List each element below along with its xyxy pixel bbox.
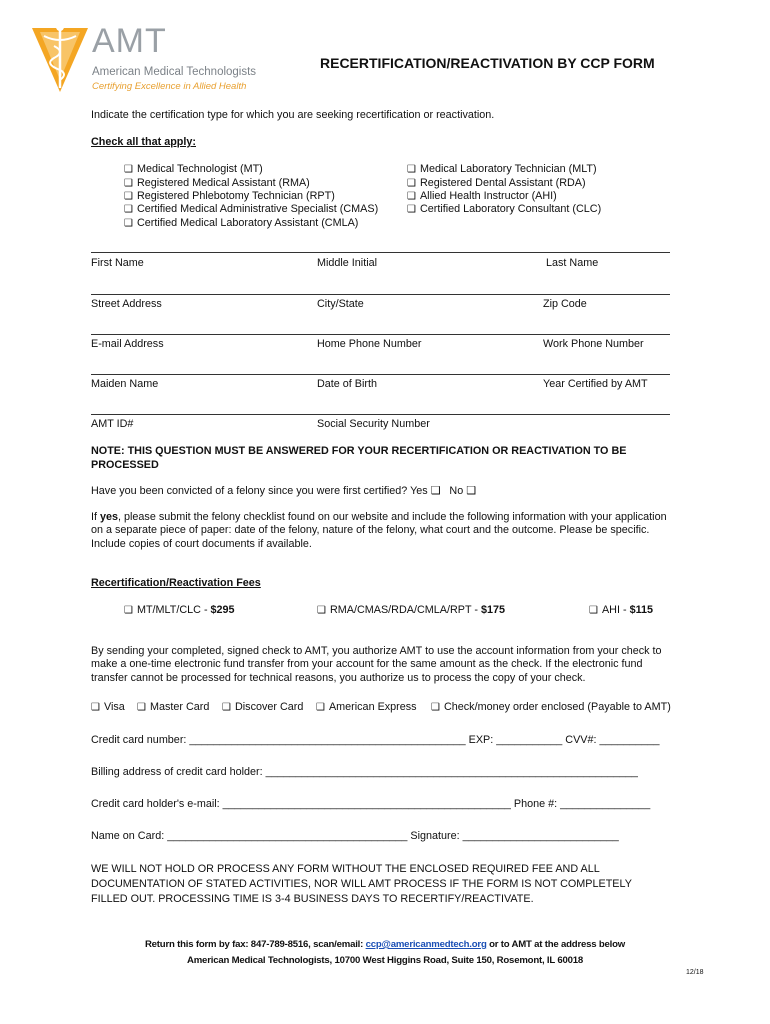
checkbox-icon[interactable]: ❑: [430, 485, 441, 497]
checkbox-icon[interactable]: ❑: [466, 485, 476, 497]
id-field-line[interactable]: [91, 414, 670, 415]
authorization-line-3: transfer cannot be processed for technical reasons, you authorize us to process the copy of your check.: [91, 672, 586, 684]
payment-mastercard[interactable]: ❑ Master Card: [137, 701, 209, 713]
caduceus-logo-icon: [30, 22, 90, 94]
fee-amount: $175: [480, 604, 505, 616]
cert-checkbox-ahi[interactable]: ❑ Allied Health Instructor (AHI): [407, 190, 557, 202]
payment-check[interactable]: ❑ Check/money order enclosed (Payable to AMT): [431, 701, 671, 713]
label-first-name: First Name: [91, 257, 144, 269]
instruction-text: Indicate the certification type for which you are seeking recertification or reactivation.: [91, 109, 495, 121]
label-work-phone: Work Phone Number: [543, 338, 644, 350]
fee-label: MT/MLT/CLC -: [136, 604, 211, 616]
warning-line-2: DOCUMENTATION OF STATED ACTIVITIES, NOR WILL AMT PROCESS IF THE FORM IS NOT COMPLETELY: [91, 878, 632, 890]
label-ssn: Social Security Number: [317, 418, 430, 430]
fee-option-rma-group[interactable]: [317, 604, 505, 616]
footer-address: American Medical Technologists, 10700 West Higgins Road, Suite 150, Rosemont, IL 60018: [187, 955, 583, 966]
felony-if-text: If: [91, 511, 97, 523]
felony-yes-bold: yes: [100, 511, 119, 523]
cert-checkbox-rda[interactable]: ❑ Registered Dental Assistant (RDA): [407, 177, 586, 189]
personal-field-line[interactable]: [91, 374, 670, 375]
cert-checkbox-rpt[interactable]: ❑ Registered Phlebotomy Technician (RPT): [124, 190, 335, 202]
felony-yes-label: Yes: [410, 485, 428, 497]
footer-return-text: Return this form by fax: 847-789-8516, scan/email:: [144, 939, 366, 950]
label-email-address: E-mail Address: [91, 338, 164, 350]
logo-acronym: AMT: [92, 22, 167, 60]
logo-tagline: Certifying Excellence in Allied Health: [92, 81, 247, 92]
payment-discover[interactable]: ❑ Discover Card: [222, 701, 303, 713]
label-maiden-name: Maiden Name: [91, 378, 159, 390]
fee-amount: $295: [210, 604, 235, 616]
form-version: 12/18: [686, 969, 704, 976]
warning-line-1: WE WILL NOT HOLD OR PROCESS ANY FORM WITHOUT THE ENCLOSED REQUIRED FEE AND ALL: [91, 863, 600, 875]
footer-email-link[interactable]: ccp@americanmedtech.org: [365, 939, 487, 950]
form-title: RECERTIFICATION/REACTIVATION BY CCP FORM: [320, 55, 655, 71]
authorization-line-2: make a one-time electronic fund transfer from your account for the same amount as the check. If the electronic fund: [91, 658, 643, 670]
fees-heading: Recertification/Reactivation Fees: [91, 577, 261, 589]
felony-instructions-text-1: , please submit the felony checklist found on our website and include the following information with your application: [118, 511, 667, 523]
label-last-name: Last Name: [546, 257, 599, 269]
warning-line-3: FILLED OUT. PROCESSING TIME IS 3-4 BUSINESS DAYS TO RECERTIFY/REACTIVATE.: [91, 893, 534, 905]
felony-instructions-line-1: [91, 511, 667, 523]
fee-label: RMA/CMAS/RDA/CMLA/RPT -: [329, 604, 481, 616]
fee-amount: $115: [629, 604, 653, 616]
payment-visa[interactable]: ❑ Visa: [91, 701, 125, 713]
amt-logo: [30, 22, 260, 102]
felony-instructions-line-3: Include copies of court documents if available.: [91, 538, 312, 550]
label-city-state: City/State: [317, 298, 364, 310]
name-on-card-field[interactable]: Name on Card: ________________________________________ Signature: __________________________: [91, 830, 619, 842]
footer-return-text-end: or to AMT at the address below: [486, 939, 626, 950]
logo-org-name: American Medical Technologists: [92, 66, 257, 78]
felony-instructions-line-2: on a separate piece of paper: date of the felony, nature of the felony, what court and the outcome. Please be specific.: [91, 524, 650, 536]
contact-field-line[interactable]: [91, 334, 670, 335]
credit-card-number-field[interactable]: Credit card number: ______________________________________________ EXP: ___________ CVV#: __________: [91, 734, 660, 746]
cert-checkbox-cmla[interactable]: ❑ Certified Medical Laboratory Assistant (CMLA): [124, 217, 358, 229]
fee-label: AHI -: [601, 604, 630, 616]
cert-checkbox-mt[interactable]: ❑ Medical Technologist (MT): [124, 163, 263, 175]
felony-yes-option[interactable]: [410, 485, 440, 497]
felony-question: Have you been convicted of a felony since you were first certified?: [91, 485, 408, 497]
authorization-line-1: By sending your completed, signed check to AMT, you authorize AMT to use the account information from your check to: [91, 645, 662, 657]
fee-option-mt-mlt-clc[interactable]: [124, 604, 235, 616]
label-amt-id: AMT ID#: [91, 418, 134, 430]
address-field-line[interactable]: [91, 294, 670, 295]
label-year-certified: Year Certified by AMT: [543, 378, 648, 390]
check-all-heading: Check all that apply:: [91, 136, 196, 148]
cert-checkbox-clc[interactable]: ❑ Certified Laboratory Consultant (CLC): [407, 203, 601, 215]
label-date-of-birth: Date of Birth: [317, 378, 378, 390]
payment-amex[interactable]: ❑ American Express: [316, 701, 417, 713]
label-zip-code: Zip Code: [543, 298, 587, 310]
card-holder-email-field[interactable]: Credit card holder's e-mail: ________________________________________________ Phone #: _______________: [91, 798, 651, 810]
label-street-address: Street Address: [91, 298, 162, 310]
fee-option-ahi[interactable]: [589, 604, 653, 616]
felony-note: NOTE: THIS QUESTION MUST BE ANSWERED FOR YOUR RECERTIFICATION OR REACTIVATION TO BE PROCESSED: [91, 445, 627, 471]
footer-return-instructions: [0, 939, 770, 950]
felony-question-row: [91, 484, 476, 497]
name-field-line[interactable]: [91, 252, 670, 253]
label-home-phone: Home Phone Number: [317, 338, 422, 350]
cert-checkbox-cmas[interactable]: ❑ Certified Medical Administrative Specialist (CMAS): [124, 203, 378, 215]
cert-checkbox-rma[interactable]: ❑ Registered Medical Assistant (RMA): [124, 177, 310, 189]
felony-no-label: No: [449, 485, 464, 497]
billing-address-field[interactable]: Billing address of credit card holder: ______________________________________________________________: [91, 766, 638, 778]
cert-checkbox-mlt[interactable]: ❑ Medical Laboratory Technician (MLT): [407, 163, 597, 175]
label-middle-initial: Middle Initial: [317, 257, 378, 269]
felony-no-option[interactable]: [449, 485, 476, 497]
